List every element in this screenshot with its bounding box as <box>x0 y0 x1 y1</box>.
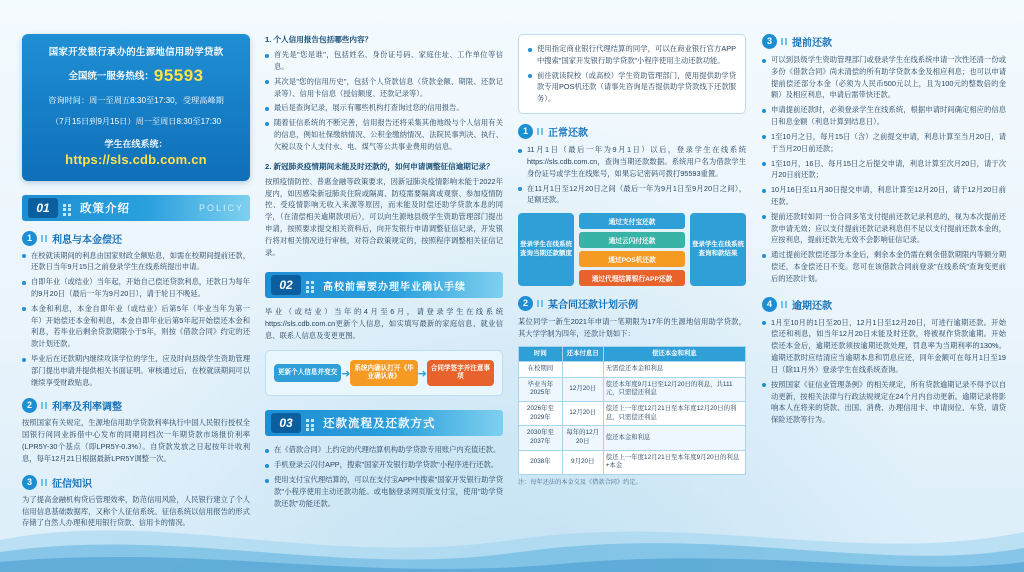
hero-system-label: 学生在线系统： <box>104 138 168 149</box>
list-item: 提前还款时如同一份合同多笔支付提前还款记录利息的，视为本次提前还款申请无效；应以支付提前还款记录利息但不足以支付提前还款本金的，应按利息，提前还款先无效不会影响征信记录。 <box>762 211 1006 246</box>
faq-question-1: 1. 个人信用报告包括哪些内容？ <box>265 35 373 44</box>
subhead-interest-rate <box>22 398 250 413</box>
col-header-time: 时间 <box>519 346 563 361</box>
head-number: 1 <box>518 124 533 139</box>
table-note: 注：每年还法的本金交及《借款合同》约定。 <box>518 478 642 486</box>
cell-time: 2030年至2037年 <box>519 426 563 450</box>
repayment-plan-table <box>518 346 746 475</box>
flow-step-2: 系统内确认打开《毕业确认表》 <box>350 360 417 386</box>
head-number: 2 <box>518 296 533 311</box>
repayment-channel-graphic <box>518 213 746 286</box>
list-item: 在11月1日至12月20日之间（最后一年为9月1日至9月20日之间），足额还款。 <box>518 183 746 207</box>
col-header-duedate: 还本付息日 <box>562 346 603 361</box>
graduation-text: 毕业（或结业）当年的4月至6月，请登录学生在线系统 https://sls.cdb.com.cn更新个人信息，如实填写最新的家庭信息、就业信息、联系人信息及变更更图。 <box>265 307 503 341</box>
hatch-decor-icon <box>537 300 544 307</box>
column-early-overdue <box>762 34 1006 429</box>
cell-duedate: 每年的12月20日 <box>562 426 603 450</box>
policy-text-2: 按照国家有关规定，生源地信用助学贷款利率执行中国人民银行授权全国银行间同业拆借中心发布的同期同档次一年期贷款市场报价利率(LPR5Y-30个基点（即LPR5Y-0.3%）。自贷款发放之日起按年计收利息，每年12月21日根据最新LPR5Y调整一次。 <box>22 418 250 463</box>
list-item: 自即年业（或结业）当年起，开始自己偿还贷款利息，还款日为每年的9月20日（最后一年为9月20日），请于轮日不晚延。 <box>22 276 250 300</box>
table-row <box>519 362 746 378</box>
banner-number: 01 <box>28 198 58 218</box>
flow-step-1: 更新个人信息并变交 <box>274 364 341 382</box>
banner-number: 02 <box>271 275 301 295</box>
banner-title: 高校前需要办理毕业确认手续 <box>323 282 466 294</box>
hatch-decor-icon <box>41 235 48 242</box>
hero-hours-1: 咨询时间：周一至周五8:30至17:30，受理高峰期 <box>48 96 224 106</box>
subhead-number: 2 <box>22 398 37 413</box>
arrow-right-icon: ➜ <box>417 367 427 380</box>
hero-title: 国家开发银行承办的生源地信用助学贷款 <box>48 47 224 58</box>
channel-pos: 通过POS机还款 <box>579 251 685 267</box>
cell-duedate: 9月20日 <box>562 450 603 474</box>
flow-step-3: 合同学签字并注意事项 <box>427 360 494 386</box>
cell-duedate <box>562 362 603 378</box>
early-repayment-list <box>762 54 1006 285</box>
cell-time: 毕业当年2025年 <box>519 377 563 401</box>
channel-alipay: 通过支付宝还款 <box>579 213 685 229</box>
list-item: 10月16日至11月30日提交申请，利息计算至12月20日，请于12月20日前还款。 <box>762 184 1006 208</box>
column-faq <box>265 34 503 512</box>
hatch-decor-icon <box>781 301 788 308</box>
subhead-principal-interest <box>22 231 250 246</box>
list-item: 本金和利息，本金自即年业（或结业）后第5年（毕业当年为第一年）开始偿还本金和利息，本金自即年业后第5年起开始偿还本金和利息，若毕业后剩余贷款期限小于5年，则按《借款合同》约定的还款计划还款。 <box>22 303 250 350</box>
list-item: 通过提前还款偿还部分本金后，剩余本金仍需在剩余借款期限内等额分期偿还，本金偿还日不变。您可在该借款合同前登录"在线系统"查询变更前后的还款计划。 <box>762 249 1006 284</box>
head-number: 4 <box>762 297 777 312</box>
list-item: 可以到县级学生资助管理部门或登录学生在线系统申请一次性还清一份或多份《借款合同》尚未清偿的所有助学贷款本金及相应利息；也可以申请提前偿还部分本金（必须为人民币500元以上，且为100元的整数倍的金额）及相应利息，申请后需带快还款。 <box>762 54 1006 101</box>
head-title: 逾期还款 <box>792 300 832 312</box>
channel-bank-app: 通过代理结算银行APP还款 <box>579 270 685 286</box>
channel-middle-list <box>579 213 685 286</box>
overdue-list <box>762 317 1006 426</box>
banner-title: 政策介绍 <box>80 202 130 215</box>
cell-amount: 无需偿还本金和利息 <box>603 362 745 378</box>
head-number: 3 <box>762 34 777 49</box>
dots-decor-icon <box>63 204 73 213</box>
head-title: 提前还款 <box>792 38 832 49</box>
plan-intro-text: 某位同学一新生2021年申请一笔期限为17年的生源地信用助学贷款，其大学学制为四年，还款计划如下： <box>518 317 746 338</box>
table-row <box>519 426 746 450</box>
faq-list-1 <box>265 49 503 153</box>
list-item: 在《借款合同》上约定的代理结算机构助学贷款专用账户内充值还款。 <box>265 444 503 456</box>
hero-contact-box <box>22 34 250 181</box>
cell-duedate: 12月20日 <box>562 377 603 401</box>
table-row <box>519 377 746 401</box>
student-system-url[interactable]: https://sls.cdb.com.cn <box>65 151 207 167</box>
head-normal-repayment <box>518 124 746 139</box>
faq-question-2: 2. 新冠肺炎疫情期间未能及时还款的，如何申请调整征信逾期记录？ <box>265 161 494 171</box>
list-item: 首先是"您是谁"，包括姓名、身份证号码、家庭住址、工作单位等信息。 <box>265 49 503 73</box>
list-item: 在校就读期间的利息由国家财政全额贴息，如需在校期间提前还款，还款日当年9月15日之前登录学生在线系统提出申请。 <box>22 250 250 274</box>
cell-amount: 偿还本年度9月1日至12月20日的利息，共111元，只需偿还利息 <box>603 377 745 401</box>
banner-policy <box>22 195 250 221</box>
dots-decor-icon <box>306 281 316 290</box>
list-item: 使用指定商业银行代理结算的同学，可以在商业银行官方APP中搜索"国家开发银行助学贷款"小程序使用主动还款功能。 <box>528 43 736 67</box>
channel-unionpay: 通过云闪付还款 <box>579 232 685 248</box>
list-item: 申请提前还款时，必须登录学生在线系统，根据申请时间确定相应的信息日和息金额（利息计算到结息日）。 <box>762 104 1006 128</box>
cell-time: 2038年 <box>519 450 563 474</box>
table-row <box>519 402 746 426</box>
list-item: 11月1日（最后一年为9月1日）以后，登录学生在线系统 https://sls.cdb.com.cn，查询当期还款数据。系统用户名为借款学生身份证号或学生在线账号，如果忘记密码可拨打95593重置。 <box>518 144 746 179</box>
hatch-decor-icon <box>41 479 48 486</box>
banner-repayment-flow <box>265 410 503 436</box>
faq-answer-2: 按照疫情防控、普惠金融等政策要求，因新冠肺炎疫情影响未能于2022年度内，如因感染新冠肺炎住院或隔离、防疫需要隔离或观察、参加疫情防控、受疫情影响无收入来源等原因，而未能及时偿还助学贷款本息的同学，（在清偿相关逾期款项后），可以向生源地县级学生资助管理部门提出申请，按照要求提交相关资料后，向开发银行申请调整征信记录，开发银行将对相关情况进行审核，对符合政策规定的，按照程序调整相关征信记录。 <box>265 176 503 257</box>
list-item: 1至10月之日，每月15日（含）之前提交申请，利息计算至当月20日，请于当月20日前还款； <box>762 131 1006 155</box>
subhead-credit-knowledge <box>22 475 250 490</box>
cell-amount: 偿还本金和利息 <box>603 426 745 450</box>
column-normal-repayment <box>518 34 746 488</box>
card-repayment-channels-extra <box>518 34 746 114</box>
subhead-title: 征信知识 <box>52 478 92 490</box>
list-item: 按照国家《征信业管理条例》的相关规定，所有贷款逾期记录不得予以自动更新，按相关法律与行政法规规定在24个月内自动更新。逾期记录将影响本人在将来的贷款、出国、消费、办理信用卡、申请岗位、车贷、请贷保险还款等行为。 <box>762 379 1006 426</box>
hero-hours-2: （7月15日到9月15日）周一至周日8:30至17:30 <box>50 117 222 127</box>
hatch-decor-icon <box>537 128 544 135</box>
head-overdue-repayment <box>762 297 1006 312</box>
extra-method-list <box>528 43 736 105</box>
cell-amount: 偿还上一年度12月21日至本年度12月20日的利息，只需偿还利息 <box>603 402 745 426</box>
hatch-decor-icon <box>41 402 48 409</box>
table-row <box>519 450 746 474</box>
list-item: 毕业后在还款期内继续攻读学位的学生，应及时向县级学生资助管理部门提出申请并提供相关书面证明。审核通过后，在校就读期间可以继续享受财政贴息。 <box>22 353 250 388</box>
hatch-decor-icon <box>781 38 788 45</box>
banner-number: 03 <box>271 413 301 433</box>
list-item: 1至10月，16日、每月15日之后提交申请，利息计算至次月20日，请于次月20日前还款； <box>762 158 1006 182</box>
column-policy <box>22 34 250 529</box>
subhead-number: 3 <box>22 475 37 490</box>
dots-decor-icon <box>306 419 316 428</box>
cell-duedate: 12月20日 <box>562 402 603 426</box>
list-item: 最后是查询记录，展示有哪些机构打查询过您的信用报告。 <box>265 102 503 114</box>
head-title: 某合同还款计划示例 <box>548 300 638 312</box>
repayment-method-list <box>265 444 503 509</box>
banner-title: 还款流程及还款方式 <box>323 418 436 431</box>
graduation-flow-graphic <box>265 350 503 396</box>
subhead-title: 利率及利率调整 <box>52 402 122 414</box>
subhead-title: 利息与本金偿还 <box>52 234 122 246</box>
list-item: 手机登录云闪付APP，搜索"国家开发银行助学贷款"小程序进行还款。 <box>265 459 503 471</box>
list-item: 其次是"您的信用历史"，包括个人贷款信息（贷款金额、期限、还款记录等）、信用卡信息（授信额度、还款记录等）。 <box>265 76 503 100</box>
hero-hotline-row <box>32 66 240 86</box>
channel-left-box: 登录学生在线系统查询当期还款额度 <box>518 213 574 286</box>
channel-right-box: 登录学生在线系统查询和款结果 <box>690 213 746 286</box>
banner-graduation <box>265 272 503 298</box>
list-item: 前往就读院校（或高校）学生资助管理部门，使用提供助学贷款专用POS机还款（请事先咨询是否提供助学贷款线下还款服务）。 <box>528 70 736 105</box>
list-item: 随着征信系统的不断完善，信用报告还将采集其他地级与个人信用有关的信息，例如社保缴纳情况、公积金缴纳情况、法院民事判决、执行、欠税以及个人支付水、电、煤气等公共事业费用的信息。 <box>265 117 503 152</box>
normal-repayment-list <box>518 144 746 206</box>
banner-deco-text: POLICY <box>198 202 244 213</box>
hotline-label: 全国统一服务热线： <box>68 71 154 83</box>
head-title: 正常还款 <box>548 128 588 140</box>
hotline-number: 95593 <box>153 66 204 86</box>
cell-time: 在校期间 <box>519 362 563 378</box>
head-early-repayment <box>762 34 1006 49</box>
policy-text-3: 为了提高金融机构贷后管理效率，防范信用风险，人民银行建立了个人信用信息基础数据库，又称个人征信系统。征信系统以信用报告的形式存储了自然人办理和使用银行贷款、信用卡的情况。 <box>22 494 250 528</box>
list-item: 使用支付宝代理结算的，可以在支付宝APP中搜索"国家开发银行助学贷款"小程序使用主动还款功能。或电脑登录网页版支付宝，使用"助学贷款还款"功能还款。 <box>265 474 503 509</box>
cell-amount: 偿还上一年度12月21日至本年度9月20日的利息+本金 <box>603 450 745 474</box>
policy-list-1 <box>22 250 250 389</box>
table-header-row <box>519 346 746 361</box>
head-plan-example <box>518 296 746 311</box>
cell-time: 2026年至2029年 <box>519 402 563 426</box>
col-header-amount: 偿还本金和利息 <box>603 346 745 361</box>
list-item: 1月至10月的1日至20日，12月1日至12月20日，可进行逾期还款。开始偿还和利息，如当年12月20日未能及时还款，将被视作贷款逾期。开始偿还本金后，逾期还款须按逾期还款处理，罚息率为当期利率的130%。逾期还款时应结清应当逾期本息和罚息应还，同年金额可在每月1日至19日（除11月外）登录学生在线系统查询。 <box>762 317 1006 376</box>
subhead-number: 1 <box>22 231 37 246</box>
arrow-right-icon: ➜ <box>341 367 351 380</box>
